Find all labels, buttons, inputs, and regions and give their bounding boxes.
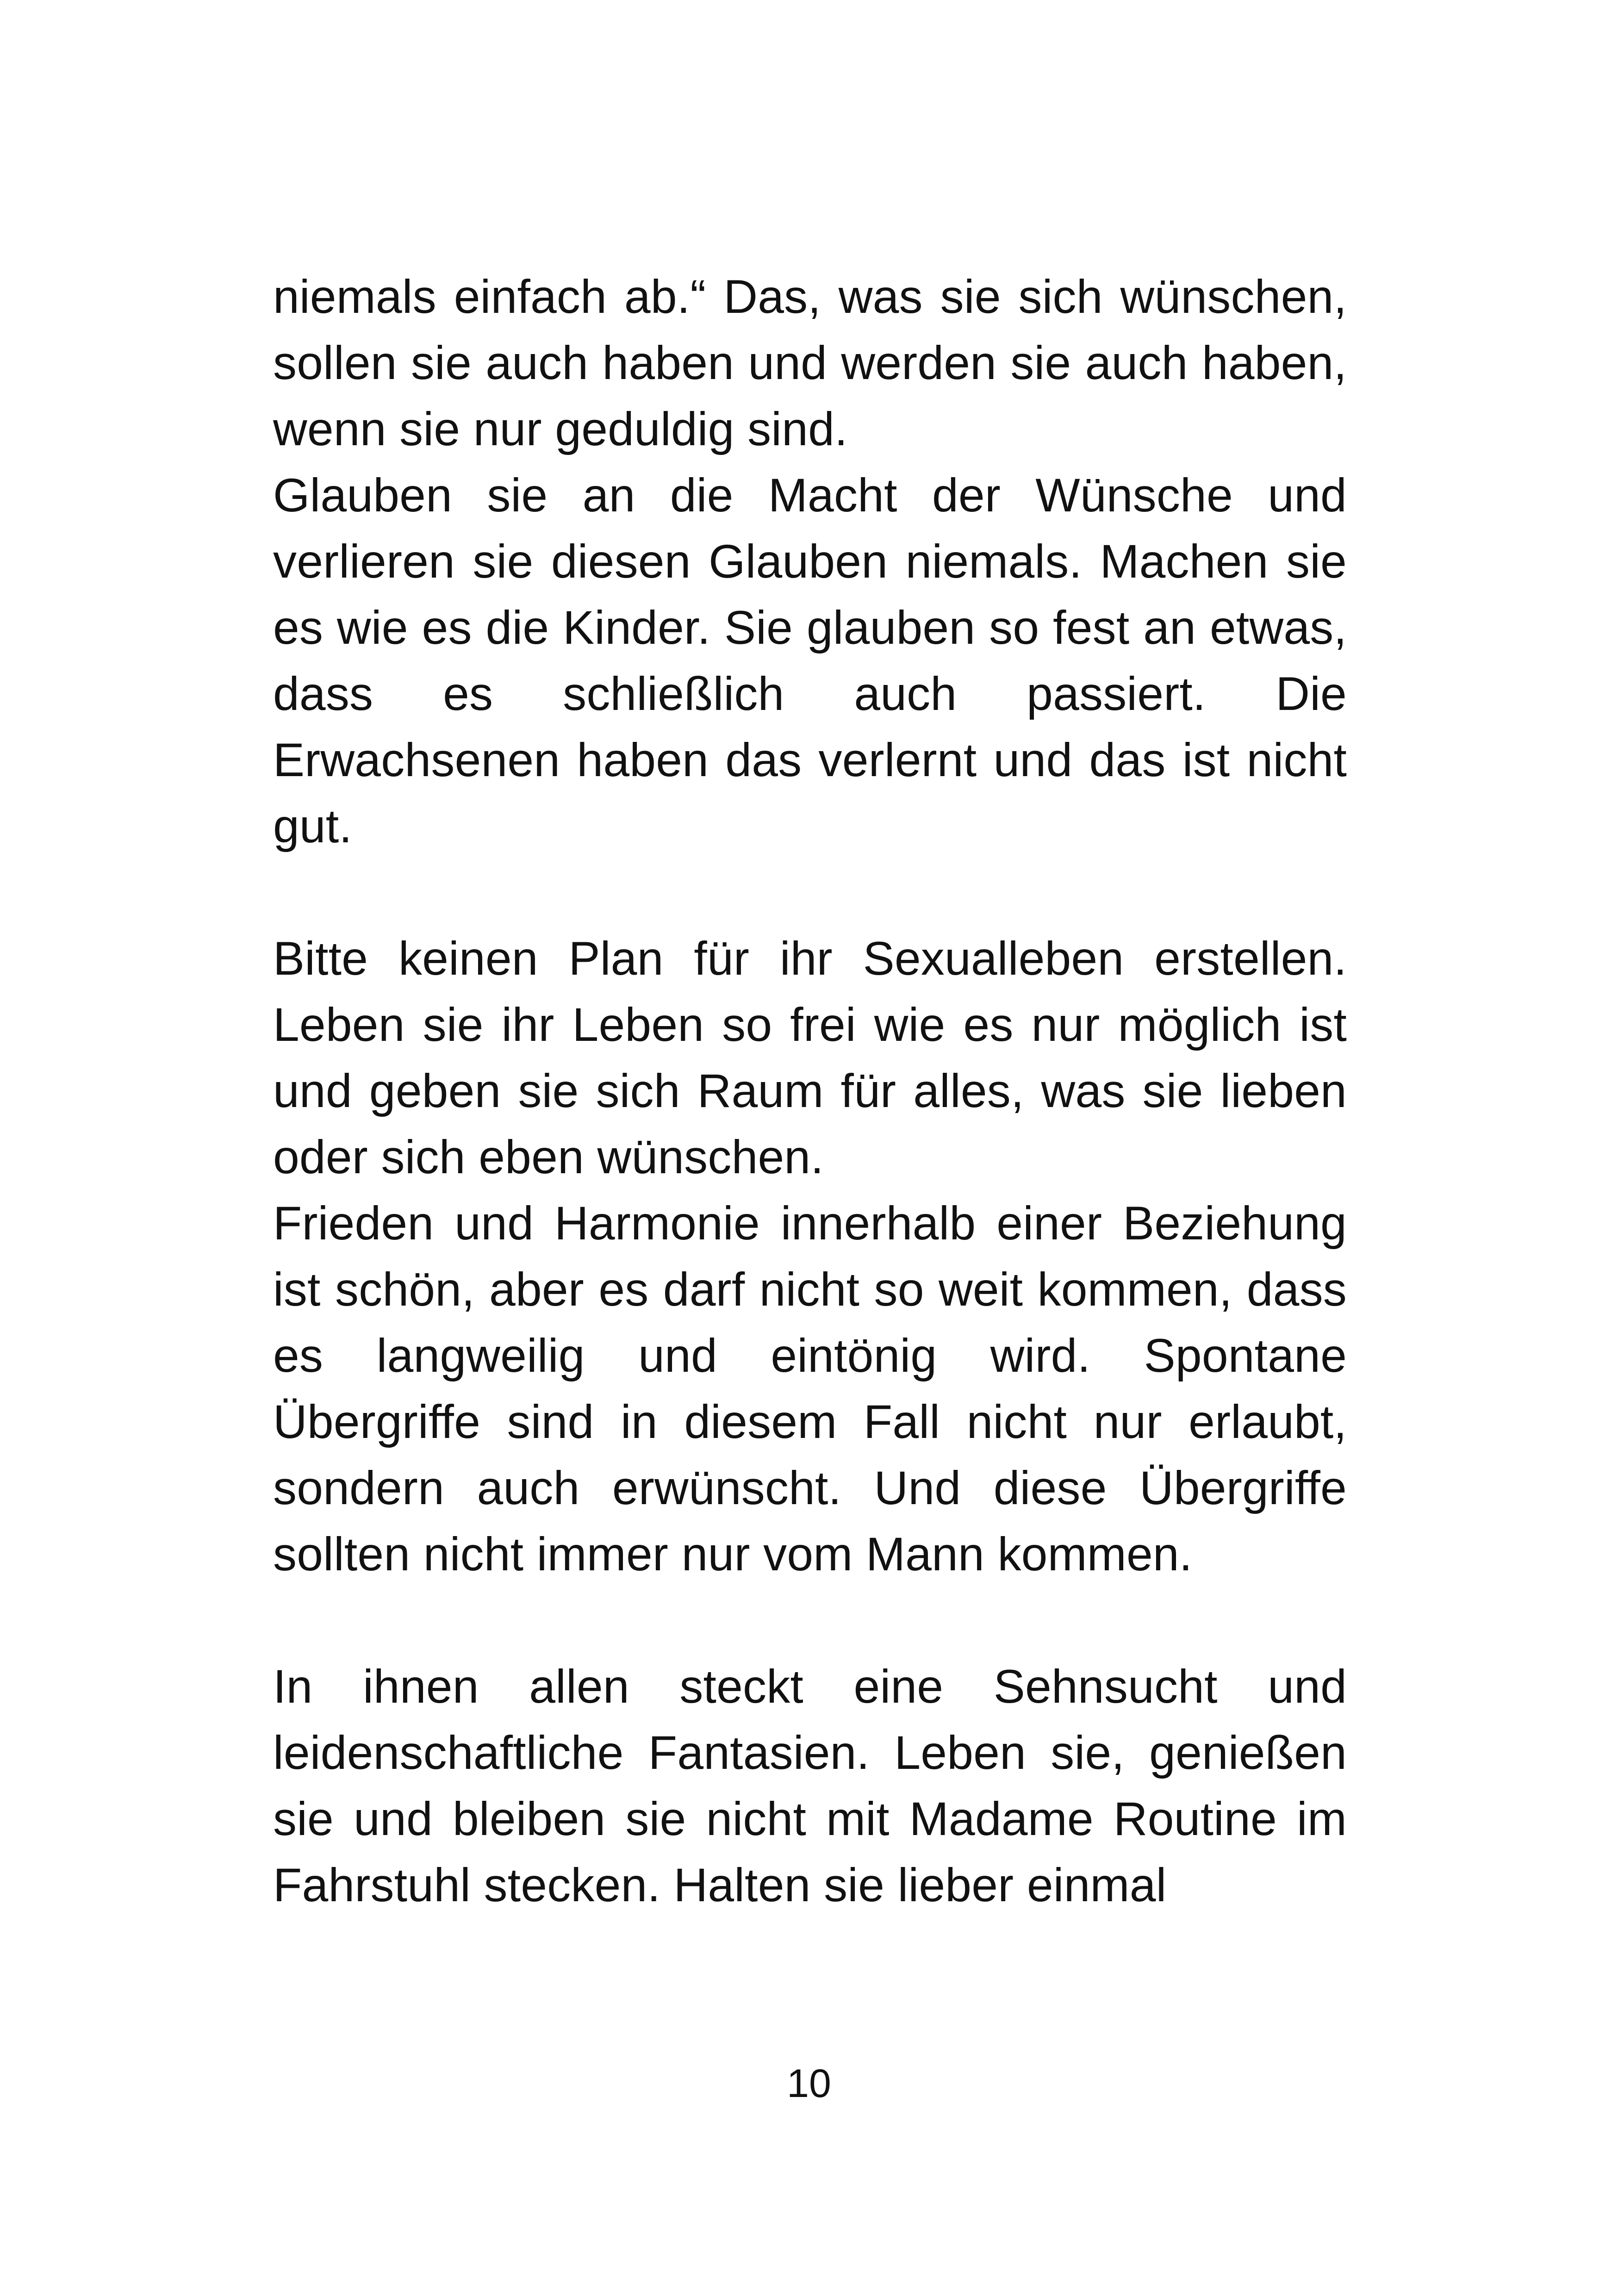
paragraph-4: Frieden und Harmonie innerhalb einer Beziehung ist schön, aber es darf nicht so weit kommen, dass es langweilig und eintönig wird. Spontane Übergriffe sind in diesem Fall nicht nur erlaubt, sondern auch erwünscht. Und diese Übergriffe sollten nicht immer nur vom Mann kommen.: [273, 1197, 1347, 1580]
paragraph-5: In ihnen allen steckt eine Sehnsucht und leidenschaftliche Fantasien. Leben sie, genießen sie und bleiben sie nicht mit Madame Routine im Fahrstuhl stecken. Halten sie lieber einmal: [273, 1660, 1347, 1911]
body-text: [273, 264, 1347, 1918]
paragraph-2: Glauben sie an die Macht der Wünsche und verlieren sie diesen Glauben niemals. Machen sie es wie es die Kinder. Sie glauben so fest an etwas, dass es schließlich auch passiert. Die Erwachsenen haben das verlernt und das ist nicht gut.: [273, 469, 1347, 852]
page-number: 10: [787, 2061, 831, 2106]
paragraph-3: Bitte keinen Plan für ihr Sexualleben erstellen. Leben sie ihr Leben so frei wie es nur möglich ist und geben sie sich Raum für alles, was sie lieben oder sich eben wünschen.: [273, 932, 1347, 1183]
paragraph-1: niemals einfach ab.“ Das, was sie sich wünschen, sollen sie auch haben und werden sie auch haben, wenn sie nur geduldig sind.: [273, 270, 1347, 455]
